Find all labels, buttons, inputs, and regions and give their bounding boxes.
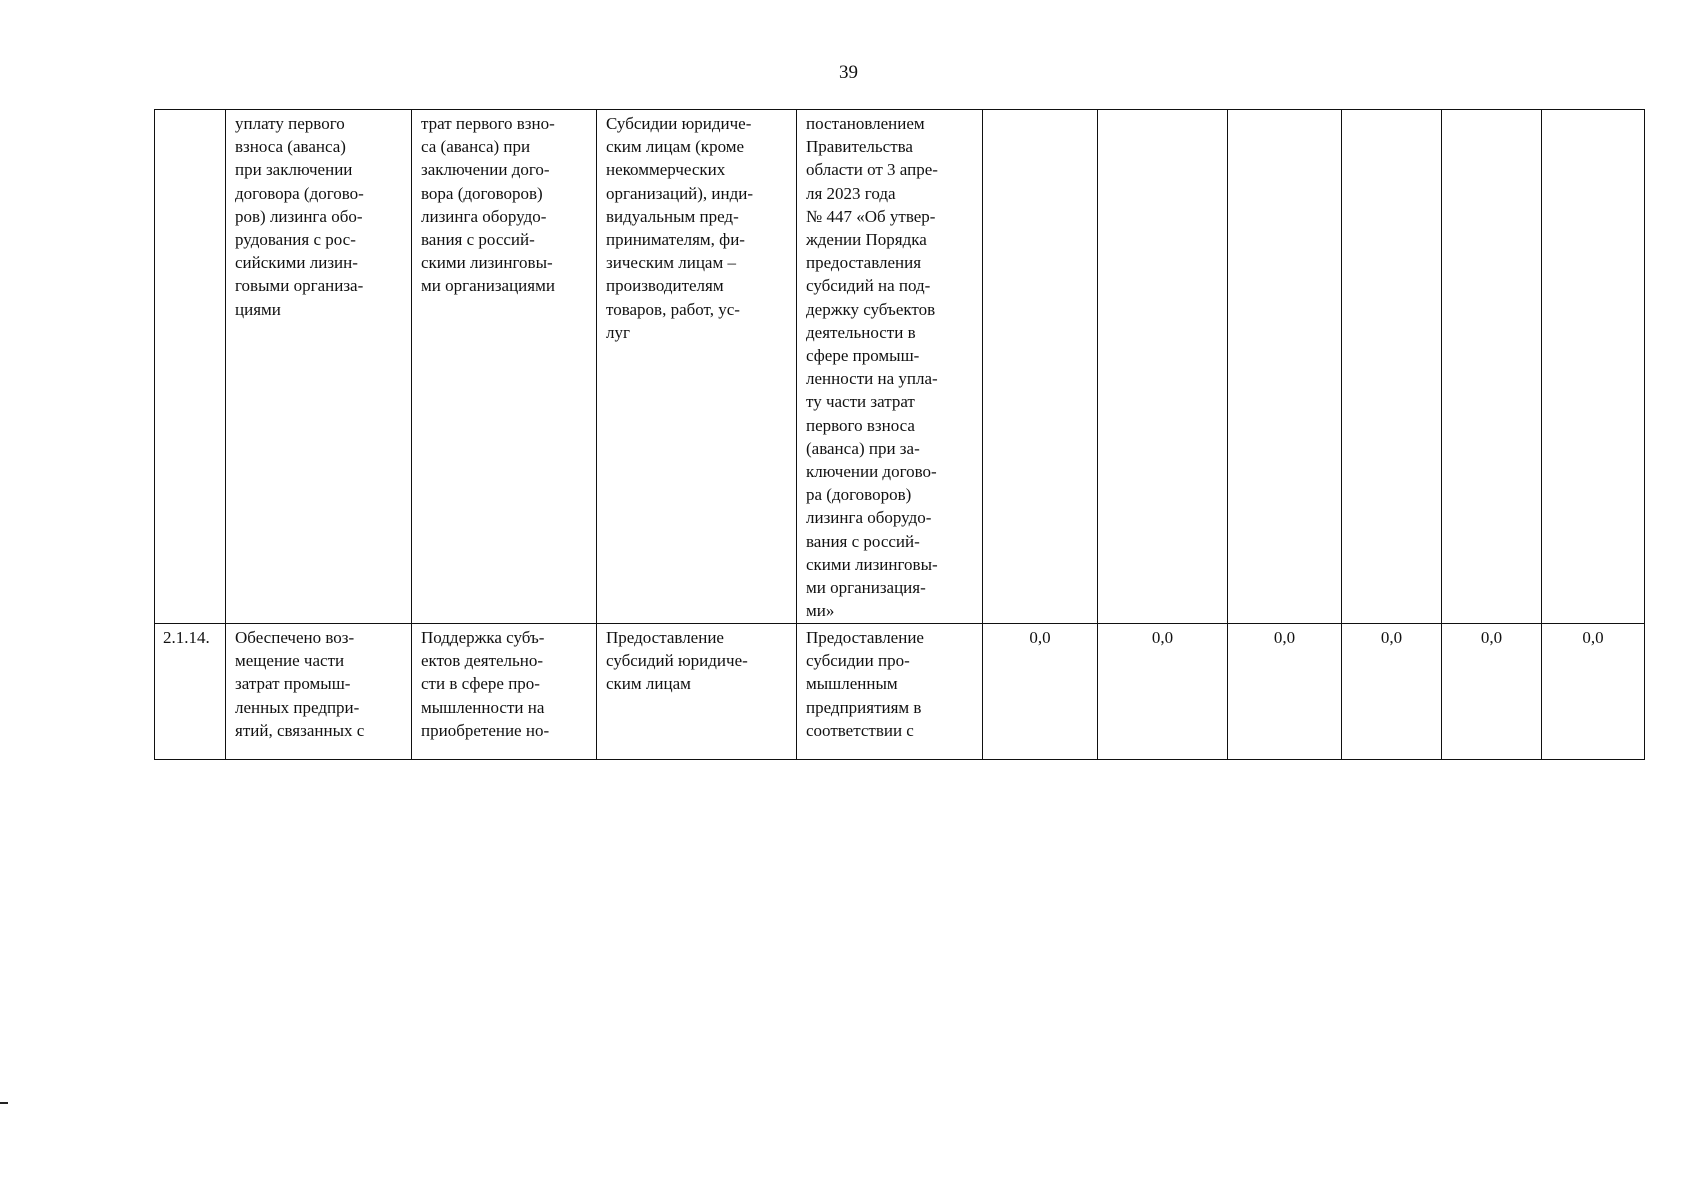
recipients-cell: Субсидии юридиче- ским лицам (кроме некоммерческих организаций), инди- видуальным пред- принимателям, фи- зическим лицам – производителям товаров, работ, ус- луг — [597, 110, 797, 624]
basis-cell: постановлением Правительства области от 3 апре- ля 2023 года № 447 «Об утвер- ждении Порядка предоставления субсидий на под- держку субъектов деятельности в сфере промыш- ленности на упла- ту части затрат первого взноса (аванса) при за- ключении догово- ра (договоров) лизинга оборудо- вания с россий- скими лизинговы- ми организация- ми» — [797, 110, 983, 624]
row-number-cell — [155, 110, 226, 624]
value-cell — [1442, 110, 1542, 624]
result-cell: уплату первого взноса (аванса) при заключении договора (догово- ров) лизинга обо- рудования с рос- сийскими лизин- говыми организа- циями — [226, 110, 412, 624]
value-cell: 0,0 — [1542, 624, 1645, 760]
recipients-cell: Предоставление субсидий юридиче- ским лицам — [597, 624, 797, 760]
row-number-cell: 2.1.14. — [155, 624, 226, 760]
value-cell: 0,0 — [1098, 624, 1228, 760]
page-number: 39 — [839, 62, 858, 83]
value-cell: 0,0 — [1442, 624, 1542, 760]
value-cell — [1542, 110, 1645, 624]
result-cell: Обеспечено воз- мещение части затрат промыш- ленных предпри- ятий, связанных с — [226, 624, 412, 760]
value-cell: 0,0 — [1228, 624, 1342, 760]
table-row — [155, 624, 1645, 760]
document-table — [154, 109, 1645, 760]
value-cell — [1228, 110, 1342, 624]
basis-cell: Предоставление субсидии про- мышленным предприятиям в соответствии с — [797, 624, 983, 760]
value-cell — [983, 110, 1098, 624]
value-cell — [1098, 110, 1228, 624]
measure-cell: трат первого взно- са (аванса) при заключении дого- вора (договоров) лизинга оборудо- вания с россий- скими лизинговы- ми организациями — [412, 110, 597, 624]
measure-cell: Поддержка субъ- ектов деятельно- сти в сфере про- мышленности на приобретение но- — [412, 624, 597, 760]
value-cell — [1342, 110, 1442, 624]
table-row — [155, 110, 1645, 624]
value-cell: 0,0 — [1342, 624, 1442, 760]
scan-artifact-mark — [0, 1102, 8, 1104]
value-cell: 0,0 — [983, 624, 1098, 760]
